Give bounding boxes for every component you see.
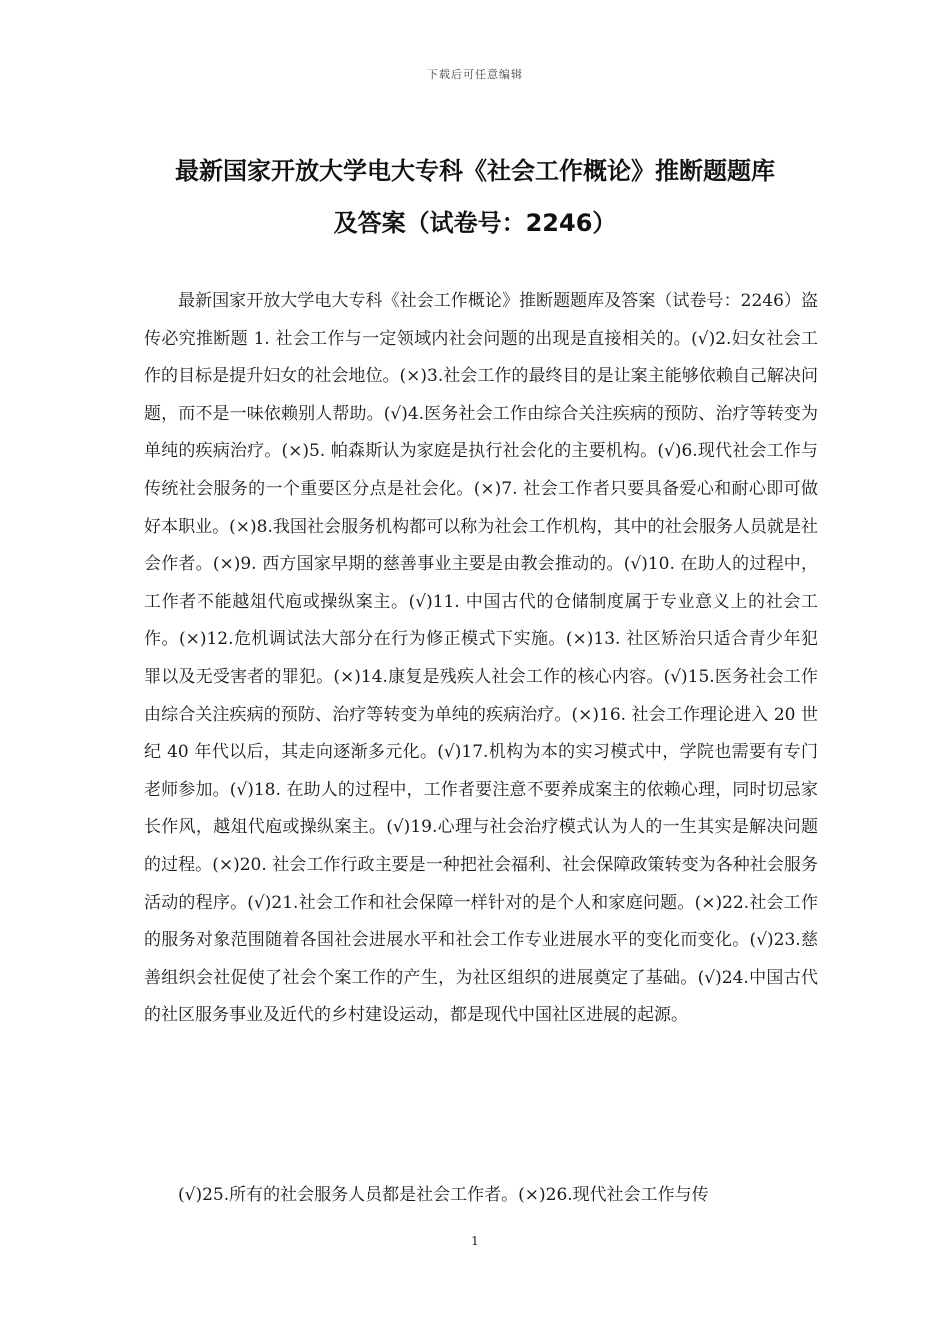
body-paragraph-2: (√)25.所有的社会服务人员都是社会工作者。(×)26.现代社会工作与传 — [178, 1185, 709, 1205]
title-line-2: 及答案（试卷号：2246） — [333, 209, 617, 237]
document-title — [120, 145, 830, 249]
header-note: 下载后可任意编辑 — [427, 68, 523, 81]
body-paragraph-1: 最新国家开放大学电大专科《社会工作概论》推断题题库及答案（试卷号：2246）盗传必究推断题 1. 社会工作与一定领域内社会问题的出现是直接相关的。(√)2.妇女社会工作的目标是提升妇女的社会地位。(×)3.社会工作的最终目的是让案主能够依赖自己解决问题，而不是一味依赖别人帮助。(√)4.医务社会工作由综合关注疾病的预防、治疗等转变为单纯的疾病治疗。(×)5. 帕森斯认为家庭是执行社会化的主要机构。(√)6.现代社会工作与传统社会服务的一个重要区分点是社会化。(×)7. 社会工作者只要具备爱心和耐心即可做好本职业。(×)8.我国社会服务机构都可以称为社会工作机构，其中的社会服务人员就是社会作者。(×)9. 西方国家早期的慈善事业主要是由教会推动的。(√)10. 在助人的过程中，工作者不能越俎代庖或操纵案主。(√)11. 中国古代的仓储制度属于专业意义上的社会工作。(×)12.危机调试法大部分在行为修正模式下实施。(×)13. 社区矫治只适合青少年犯罪以及无受害者的罪犯。(×)14.康复是残疾人社会工作的核心内容。(√)15.医务社会工作由综合关注疾病的预防、治疗等转变为单纯的疾病治疗。(×)16. 社会工作理论进入 20 世纪 40 年代以后，其走向逐渐多元化。(√)17.机构为本的实习模式中，学院也需要有专门老师参加。(√)18. 在助人的过程中，工作者要注意不要养成案主的依赖心理，同时切忌家长作风，越俎代庖或操纵案主。(√)19.心理与社会治疗模式认为人的一生其实是解决问题的过程。(×)20. 社会工作行政主要是一种把社会福利、社会保障政策转变为各种社会服务活动的程序。(√)21.社会工作和社会保障一样针对的是个人和家庭问题。(×)22.社会工作的服务对象范围随着各国社会进展水平和社会工作专业进展水平的变化而变化。(√)23.慈善组织会社促使了社会个案工作的产生，为社区组织的进展奠定了基础。(√)24.中国古代的社区服务事业及近代的乡村建设运动，都是现代中国社区进展的起源。 — [144, 291, 818, 1026]
title-line-1: 最新国家开放大学电大专科《社会工作概论》推断题题库 — [175, 157, 775, 185]
page-number: 1 — [471, 1234, 479, 1248]
